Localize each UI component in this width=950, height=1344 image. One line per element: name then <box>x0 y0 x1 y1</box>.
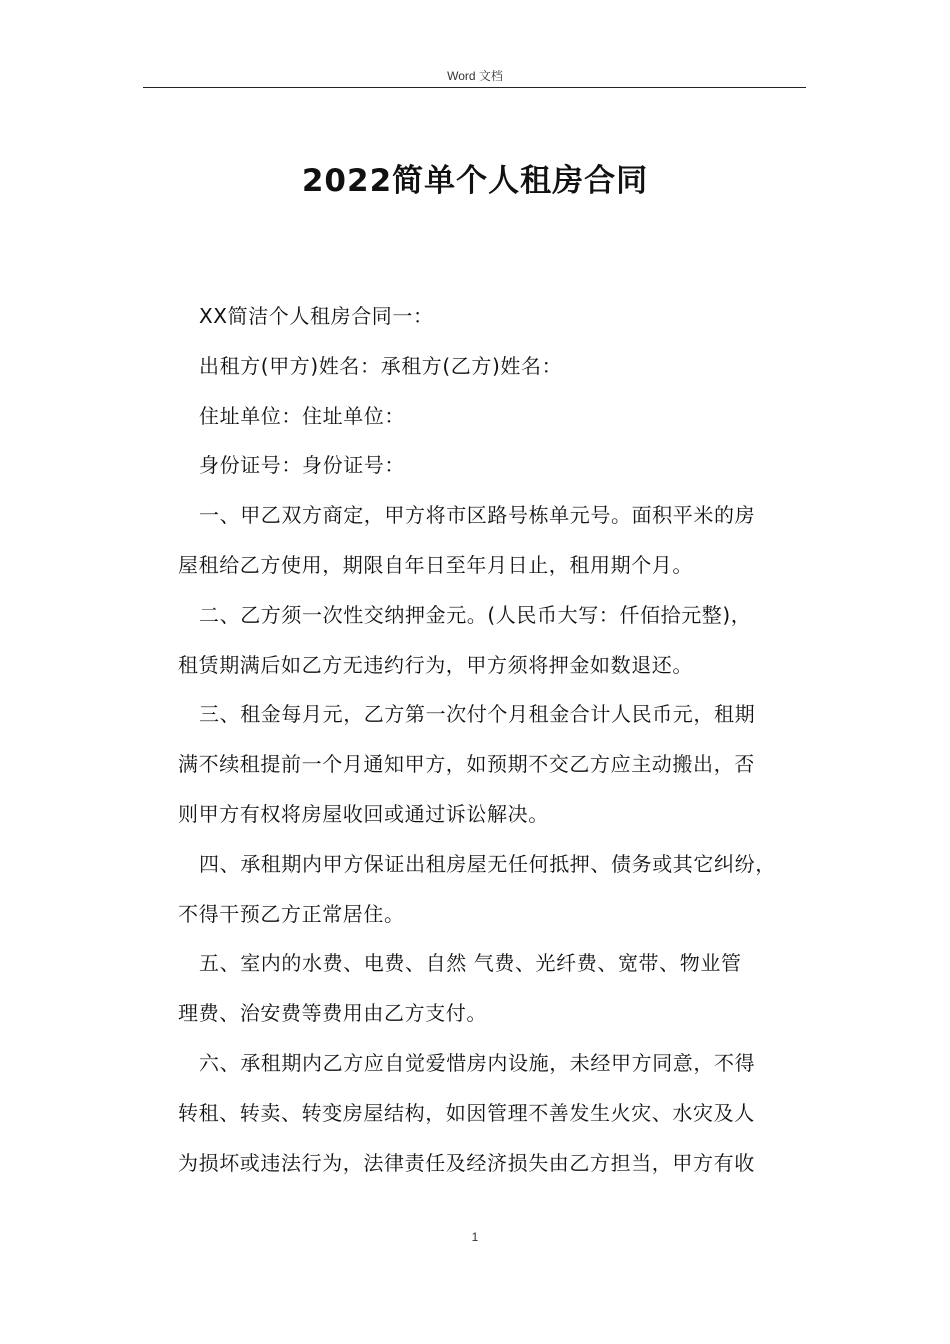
body-line: 四、承租期内甲方保证出租房屋无任何抵押、债务或其它纠纷， <box>199 851 776 876</box>
body-line: 六、承租期内乙方应自觉爱惜房内设施，未经甲方同意，不得 <box>199 1050 756 1075</box>
document-body <box>178 292 810 1188</box>
body-line: 身份证号：身份证号： <box>199 453 405 478</box>
document-title: 2022简单个人租房合同 <box>301 163 649 199</box>
body-line: 三、租金每月元，乙方第一次付个月租金合计人民币元，租期 <box>199 702 756 727</box>
body-line: 转租、转卖、转变房屋结构，如因管理不善发生火灾、水灾及人 <box>178 1100 755 1125</box>
body-line: 住址单位：住址单位： <box>199 403 405 428</box>
page-number: 1 <box>471 1230 479 1244</box>
body-line: 五、室内的水费、电费、自然 气费、光纤费、宽带、物业管 <box>199 951 742 976</box>
body-line: 出租方(甲方)姓名：承租方(乙方)姓名： <box>199 353 563 378</box>
header-divider <box>143 87 806 88</box>
page-header-label: Word 文档 <box>447 69 503 83</box>
body-line: 二、乙方须一次性交纳押金元。(人民币大写：仟佰拾元整)， <box>199 602 752 627</box>
body-line: 理费、治安费等费用由乙方支付。 <box>178 1001 487 1026</box>
body-line: 租赁期满后如乙方无违约行为，甲方须将押金如数退还。 <box>178 652 693 677</box>
body-line: XX简洁个人租房合同一： <box>199 304 434 328</box>
body-line: 为损坏或违法行为，法律责任及经济损失由乙方担当，甲方有收 <box>178 1150 755 1175</box>
body-line: 满不续租提前一个月通知甲方，如预期不交乙方应主动搬出，否 <box>178 752 755 777</box>
body-line: 则甲方有权将房屋收回或通过诉讼解决。 <box>178 801 549 826</box>
body-line: 屋租给乙方使用，期限自年日至年月日止，租用期个月。 <box>178 552 693 577</box>
body-line: 不得干预乙方正常居住。 <box>178 901 405 926</box>
body-line: 一、甲乙双方商定，甲方将市区路号栋单元号。面积平米的房 <box>199 503 756 528</box>
